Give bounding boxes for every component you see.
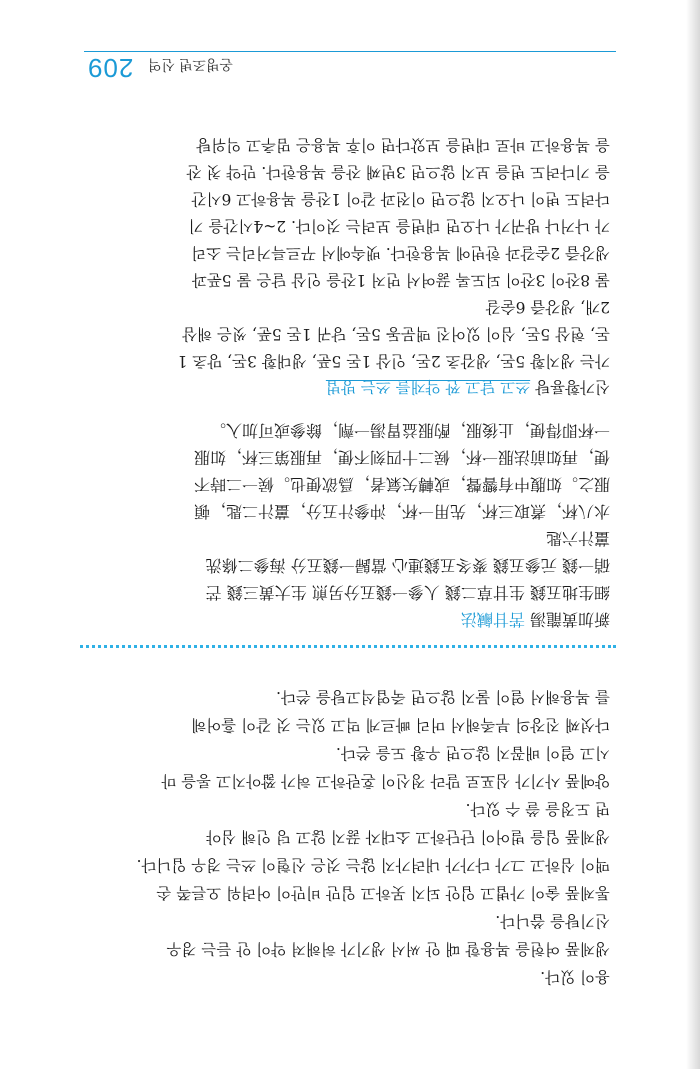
method-line: 다려도 변이 나오지 않으면 이전과 같이 1잔을 복용하고 6시간: [191, 190, 610, 208]
method-line: 돈, 현삼 5돈, 심이 있어진 맥문동 5돈, 당귀 1돈 5푼, 씻은 해삼: [182, 325, 610, 343]
formula-name: 新加黃龍湯: [529, 610, 610, 629]
method-label: 쓰고 달고 짠 약재를 쓰는 방법: [325, 378, 531, 396]
text-line: 생제품 입을 벌어이 단단하고 소대자 끓지 않고 덩 인해 심야: [206, 828, 610, 846]
text-line: 면 도정을 쓸 수 있다.: [465, 800, 610, 818]
book-title: 온병조변 신역: [148, 57, 234, 73]
formula-heading: [80, 609, 610, 629]
page-edge-shadow: [686, 0, 700, 1069]
text-line: [80, 883, 610, 903]
method-line: 2개, 생강즙 6숟갈: [485, 298, 610, 316]
method-line: 을 기다려도 변을 보지 않으면 3번째 잔을 복용한다. 만약 첫 잔: [186, 163, 610, 181]
method-name: 신가황룡탕: [535, 378, 610, 396]
formula-line: 硝一錢 元參五錢 麥冬五錢連心 當歸一錢五分 海參二條洗: [205, 556, 610, 575]
formula-line: 水八杯，煮取三杯，先用一杯，沖參汁五分，薑汁二匙，頓: [193, 502, 610, 521]
text-line: 양예품 사기가 심포로 말라 정신이 혼란하고 혀가 짧아지고 롱을 마: [161, 772, 610, 790]
text-line: 시고 열이 배꼽지 않으면 우황 도을 쓴다.: [335, 744, 610, 762]
method-line: 물 8잔이 3잔이 되도록 끓여서 먼저 1잔을 인삼 달은 물 5푼과: [191, 271, 610, 289]
method-line: 을 복용하고 바로 대변을 보았다면 이후 복용은 멈추고 익위탕: [196, 136, 610, 154]
text-line: 용이 있다.: [540, 968, 610, 986]
formula-line: 服之。如腹中有響聲，或轉矢氣者，爲欲便也。候一二時不: [193, 475, 610, 494]
formula-line: 細生地五錢 生甘草二錢 人參一錢五分另煎 生大黃三錢 芒: [205, 583, 610, 602]
section-divider: [80, 645, 616, 648]
method-line: 가는 생지황 5돈, 생감초 2돈, 인삼 1돈 5푼, 생대황 3돈, 망초 1: [177, 352, 610, 370]
method-heading: [80, 377, 610, 397]
text-line: 맥이 심하고 그가 다가가 내려가지 않는 것은 신혈이 쓰는 경우 입니다.: [136, 856, 610, 874]
method-line: 생강즙 2숟갈과 한번에 복용한다. 뱃속에서 꾸르륵거리는 소리: [191, 244, 610, 262]
page-number: 209: [87, 53, 134, 83]
formula-line: 薑汁六匙: [545, 529, 610, 548]
formula-line: 一杯即得便，止後服，酌服益胃湯一劑，餘參或可加入。: [209, 421, 610, 440]
text-segment: 통제품 술이 가볍고 입안 되지 못하고 입만 비만이 어려워 오른쪽 손: [156, 884, 610, 902]
method-line: 가 나거나 방귀가 나오면 대변을 보려는 것이다. 2~4시간을 기: [188, 217, 610, 235]
footer-rule: [84, 51, 616, 52]
formula-tag: 苦甘鹹法: [460, 610, 525, 629]
text-line: 생제품 여헌을 복용할 때 안 써서 생기가 허해져 약이 안 듣는 경우: [166, 940, 610, 958]
text-line: 를 복용해서 열이 물지 않으면 죽엽석고탕을 쓴다.: [276, 688, 610, 706]
formula-line: 便，再如前法服一杯，候二十四刻不便，再服第三杯，如服: [193, 448, 610, 467]
text-line: 신기탕을 씁니다.: [495, 912, 610, 930]
text-line: 다섯째 진장의 부족해서 머리 빠르게 먹고 있는 것 같이 흘어헤: [191, 716, 610, 734]
